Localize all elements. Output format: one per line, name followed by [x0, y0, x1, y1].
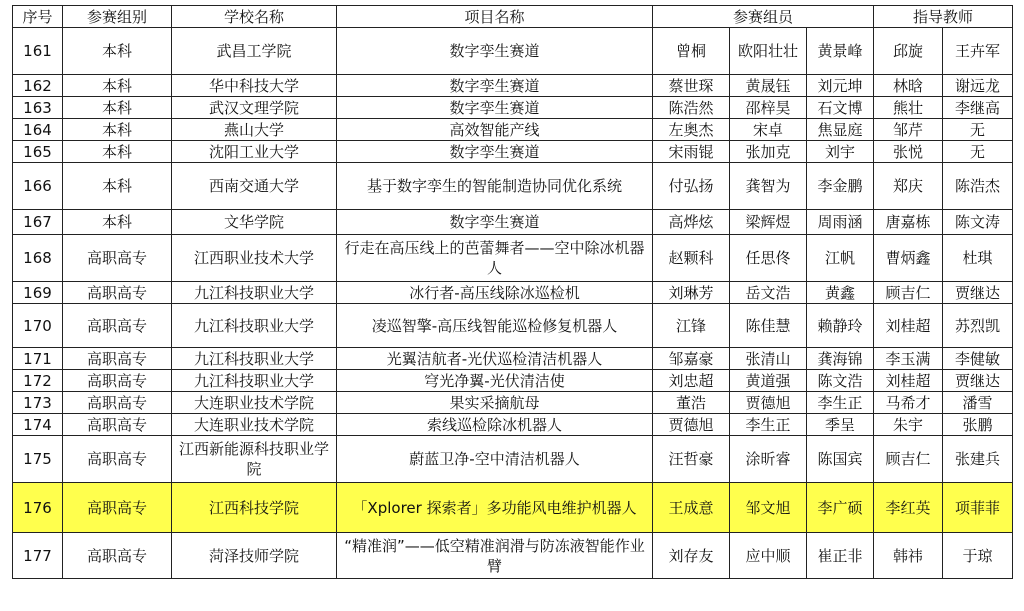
advisor-cell: 张悦	[874, 141, 943, 163]
table-body	[13, 28, 1013, 579]
table-row	[13, 119, 1013, 141]
member-cell: 刘元坤	[807, 75, 874, 97]
member-cell: 岳文浩	[730, 282, 807, 304]
group-cell: 本科	[63, 28, 172, 75]
table-row	[13, 414, 1013, 436]
advisor-cell: 刘桂超	[874, 304, 943, 348]
advisor-cell: 熊壮	[874, 97, 943, 119]
school-cell: 沈阳工业大学	[172, 141, 337, 163]
school-cell: 大连职业技术学院	[172, 392, 337, 414]
group-cell: 高职高专	[63, 348, 172, 370]
member-cell: 刘忠超	[653, 370, 730, 392]
header-row	[13, 6, 1013, 28]
group-cell: 高职高专	[63, 414, 172, 436]
member-cell: 曾桐	[653, 28, 730, 75]
seq-cell: 176	[13, 483, 63, 533]
member-cell: 蔡世琛	[653, 75, 730, 97]
header-project: 项目名称	[337, 6, 653, 28]
table-row	[13, 533, 1013, 579]
table-row	[13, 75, 1013, 97]
member-cell: 刘存友	[653, 533, 730, 579]
member-cell: 涂昕睿	[730, 436, 807, 483]
advisor-cell: 张鹏	[943, 414, 1013, 436]
school-cell: 武昌工学院	[172, 28, 337, 75]
group-cell: 高职高专	[63, 392, 172, 414]
table-row	[13, 163, 1013, 210]
member-cell: 邹文旭	[730, 483, 807, 533]
project-cell: 光翼洁航者-光伏巡检清洁机器人	[337, 348, 653, 370]
member-cell: 赖静玲	[807, 304, 874, 348]
group-cell: 本科	[63, 119, 172, 141]
group-cell: 本科	[63, 163, 172, 210]
member-cell: 欧阳壮壮	[730, 28, 807, 75]
project-cell: 数字孪生赛道	[337, 75, 653, 97]
table-row	[13, 210, 1013, 235]
member-cell: 张清山	[730, 348, 807, 370]
school-cell: 武汉文理学院	[172, 97, 337, 119]
project-cell: 凌巡智擎-高压线智能巡检修复机器人	[337, 304, 653, 348]
table-row	[13, 97, 1013, 119]
table-row	[13, 141, 1013, 163]
member-cell: 季呈	[807, 414, 874, 436]
project-cell: 「Xplorer 探索者」多功能风电维护机器人	[337, 483, 653, 533]
member-cell: 江锋	[653, 304, 730, 348]
member-cell: 应中顺	[730, 533, 807, 579]
project-cell: 穹光净翼-光伏清洁使	[337, 370, 653, 392]
header-school: 学校名称	[172, 6, 337, 28]
member-cell: 高烨炫	[653, 210, 730, 235]
table-row	[13, 348, 1013, 370]
member-cell: 陈国宾	[807, 436, 874, 483]
seq-cell: 174	[13, 414, 63, 436]
member-cell: 李金鹏	[807, 163, 874, 210]
advisor-cell: 顾吉仁	[874, 436, 943, 483]
advisor-cell: 邱旋	[874, 28, 943, 75]
group-cell: 本科	[63, 210, 172, 235]
group-cell: 本科	[63, 141, 172, 163]
table-row	[13, 304, 1013, 348]
project-cell: 行走在高压线上的芭蕾舞者——空中除冰机器人	[337, 235, 653, 282]
project-cell: 基于数字孪生的智能制造协同优化系统	[337, 163, 653, 210]
school-cell: 江西新能源科技职业学院	[172, 436, 337, 483]
member-cell: 黄晟钰	[730, 75, 807, 97]
member-cell: 贾德旭	[653, 414, 730, 436]
project-cell: 蔚蓝卫净-空中清洁机器人	[337, 436, 653, 483]
member-cell: 任思佟	[730, 235, 807, 282]
seq-cell: 168	[13, 235, 63, 282]
project-cell: 数字孪生赛道	[337, 97, 653, 119]
school-cell: 菏泽技师学院	[172, 533, 337, 579]
table-row	[13, 235, 1013, 282]
group-cell: 高职高专	[63, 282, 172, 304]
member-cell: 江帆	[807, 235, 874, 282]
school-cell: 文华学院	[172, 210, 337, 235]
advisor-cell: 贾继达	[943, 370, 1013, 392]
seq-cell: 162	[13, 75, 63, 97]
advisor-cell: 顾吉仁	[874, 282, 943, 304]
advisor-cell: 张建兵	[943, 436, 1013, 483]
member-cell: 李生正	[730, 414, 807, 436]
school-cell: 九江科技职业大学	[172, 348, 337, 370]
seq-cell: 171	[13, 348, 63, 370]
member-cell: 石文博	[807, 97, 874, 119]
advisor-cell: 项菲菲	[943, 483, 1013, 533]
advisor-cell: 苏烈凯	[943, 304, 1013, 348]
group-cell: 高职高专	[63, 436, 172, 483]
advisor-cell: 曹炳鑫	[874, 235, 943, 282]
seq-cell: 165	[13, 141, 63, 163]
project-cell: 数字孪生赛道	[337, 210, 653, 235]
member-cell: 黄鑫	[807, 282, 874, 304]
group-cell: 高职高专	[63, 235, 172, 282]
group-cell: 本科	[63, 97, 172, 119]
header-seq: 序号	[13, 6, 63, 28]
group-cell: 高职高专	[63, 370, 172, 392]
advisor-cell: 林晗	[874, 75, 943, 97]
member-cell: 周雨涵	[807, 210, 874, 235]
project-cell: 索线巡检除冰机器人	[337, 414, 653, 436]
school-cell: 九江科技职业大学	[172, 282, 337, 304]
group-cell: 本科	[63, 75, 172, 97]
member-cell: 崔正非	[807, 533, 874, 579]
school-cell: 西南交通大学	[172, 163, 337, 210]
project-cell: 果实采摘航母	[337, 392, 653, 414]
member-cell: 黄道强	[730, 370, 807, 392]
group-cell: 高职高专	[63, 304, 172, 348]
advisor-cell: 邹芹	[874, 119, 943, 141]
seq-cell: 177	[13, 533, 63, 579]
member-cell: 龚海锦	[807, 348, 874, 370]
advisor-cell: 无	[943, 141, 1013, 163]
advisor-cell: 贾继达	[943, 282, 1013, 304]
school-cell: 华中科技大学	[172, 75, 337, 97]
project-cell: 数字孪生赛道	[337, 141, 653, 163]
school-cell: 燕山大学	[172, 119, 337, 141]
member-cell: 赵颗科	[653, 235, 730, 282]
table-row	[13, 436, 1013, 483]
advisor-cell: 李玉满	[874, 348, 943, 370]
member-cell: 黄景峰	[807, 28, 874, 75]
table-row	[13, 28, 1013, 75]
table-header	[13, 6, 1013, 28]
seq-cell: 164	[13, 119, 63, 141]
advisor-cell: 李红英	[874, 483, 943, 533]
member-cell: 贾德旭	[730, 392, 807, 414]
member-cell: 李广硕	[807, 483, 874, 533]
advisor-cell: 于琼	[943, 533, 1013, 579]
member-cell: 张加克	[730, 141, 807, 163]
project-cell: 数字孪生赛道	[337, 28, 653, 75]
advisor-cell: 唐嘉栋	[874, 210, 943, 235]
school-cell: 九江科技职业大学	[172, 304, 337, 348]
member-cell: 宋雨锟	[653, 141, 730, 163]
advisor-cell: 陈浩杰	[943, 163, 1013, 210]
member-cell: 刘琳芳	[653, 282, 730, 304]
advisor-cell: 朱宇	[874, 414, 943, 436]
school-cell: 大连职业技术学院	[172, 414, 337, 436]
member-cell: 邹嘉豪	[653, 348, 730, 370]
member-cell: 刘宇	[807, 141, 874, 163]
advisor-cell: 李健敏	[943, 348, 1013, 370]
advisor-cell: 马希才	[874, 392, 943, 414]
member-cell: 董浩	[653, 392, 730, 414]
header-advisors: 指导教师	[874, 6, 1013, 28]
advisor-cell: 无	[943, 119, 1013, 141]
member-cell: 付弘扬	[653, 163, 730, 210]
project-cell: 冰行者-高压线除冰巡检机	[337, 282, 653, 304]
member-cell: 王成意	[653, 483, 730, 533]
seq-cell: 173	[13, 392, 63, 414]
seq-cell: 167	[13, 210, 63, 235]
seq-cell: 163	[13, 97, 63, 119]
advisor-cell: 李继高	[943, 97, 1013, 119]
advisor-cell: 杜琪	[943, 235, 1013, 282]
advisor-cell: 韩祎	[874, 533, 943, 579]
seq-cell: 169	[13, 282, 63, 304]
group-cell: 高职高专	[63, 483, 172, 533]
member-cell: 邵梓昊	[730, 97, 807, 119]
project-cell: 高效智能产线	[337, 119, 653, 141]
seq-cell: 172	[13, 370, 63, 392]
member-cell: 陈浩然	[653, 97, 730, 119]
table-row	[13, 282, 1013, 304]
results-sheet	[12, 5, 1012, 579]
member-cell: 李生正	[807, 392, 874, 414]
table-row	[13, 370, 1013, 392]
school-cell: 江西科技学院	[172, 483, 337, 533]
school-cell: 江西职业技术大学	[172, 235, 337, 282]
advisor-cell: 郑庆	[874, 163, 943, 210]
seq-cell: 166	[13, 163, 63, 210]
header-members: 参赛组员	[653, 6, 874, 28]
table-row	[13, 392, 1013, 414]
header-group: 参赛组别	[63, 6, 172, 28]
seq-cell: 161	[13, 28, 63, 75]
member-cell: 梁辉煜	[730, 210, 807, 235]
member-cell: 左奥杰	[653, 119, 730, 141]
member-cell: 陈佳慧	[730, 304, 807, 348]
member-cell: 汪哲豪	[653, 436, 730, 483]
advisor-cell: 潘雪	[943, 392, 1013, 414]
member-cell: 宋卓	[730, 119, 807, 141]
advisor-cell: 谢远龙	[943, 75, 1013, 97]
project-cell: “精准润”——低空精准润滑与防冻液智能作业臂	[337, 533, 653, 579]
seq-cell: 175	[13, 436, 63, 483]
results-table	[12, 5, 1013, 579]
advisor-cell: 刘桂超	[874, 370, 943, 392]
advisor-cell: 陈文涛	[943, 210, 1013, 235]
member-cell: 陈文浩	[807, 370, 874, 392]
group-cell: 高职高专	[63, 533, 172, 579]
advisor-cell: 王卉军	[943, 28, 1013, 75]
seq-cell: 170	[13, 304, 63, 348]
member-cell: 焦显庭	[807, 119, 874, 141]
school-cell: 九江科技职业大学	[172, 370, 337, 392]
member-cell: 龚智为	[730, 163, 807, 210]
table-row	[13, 483, 1013, 533]
